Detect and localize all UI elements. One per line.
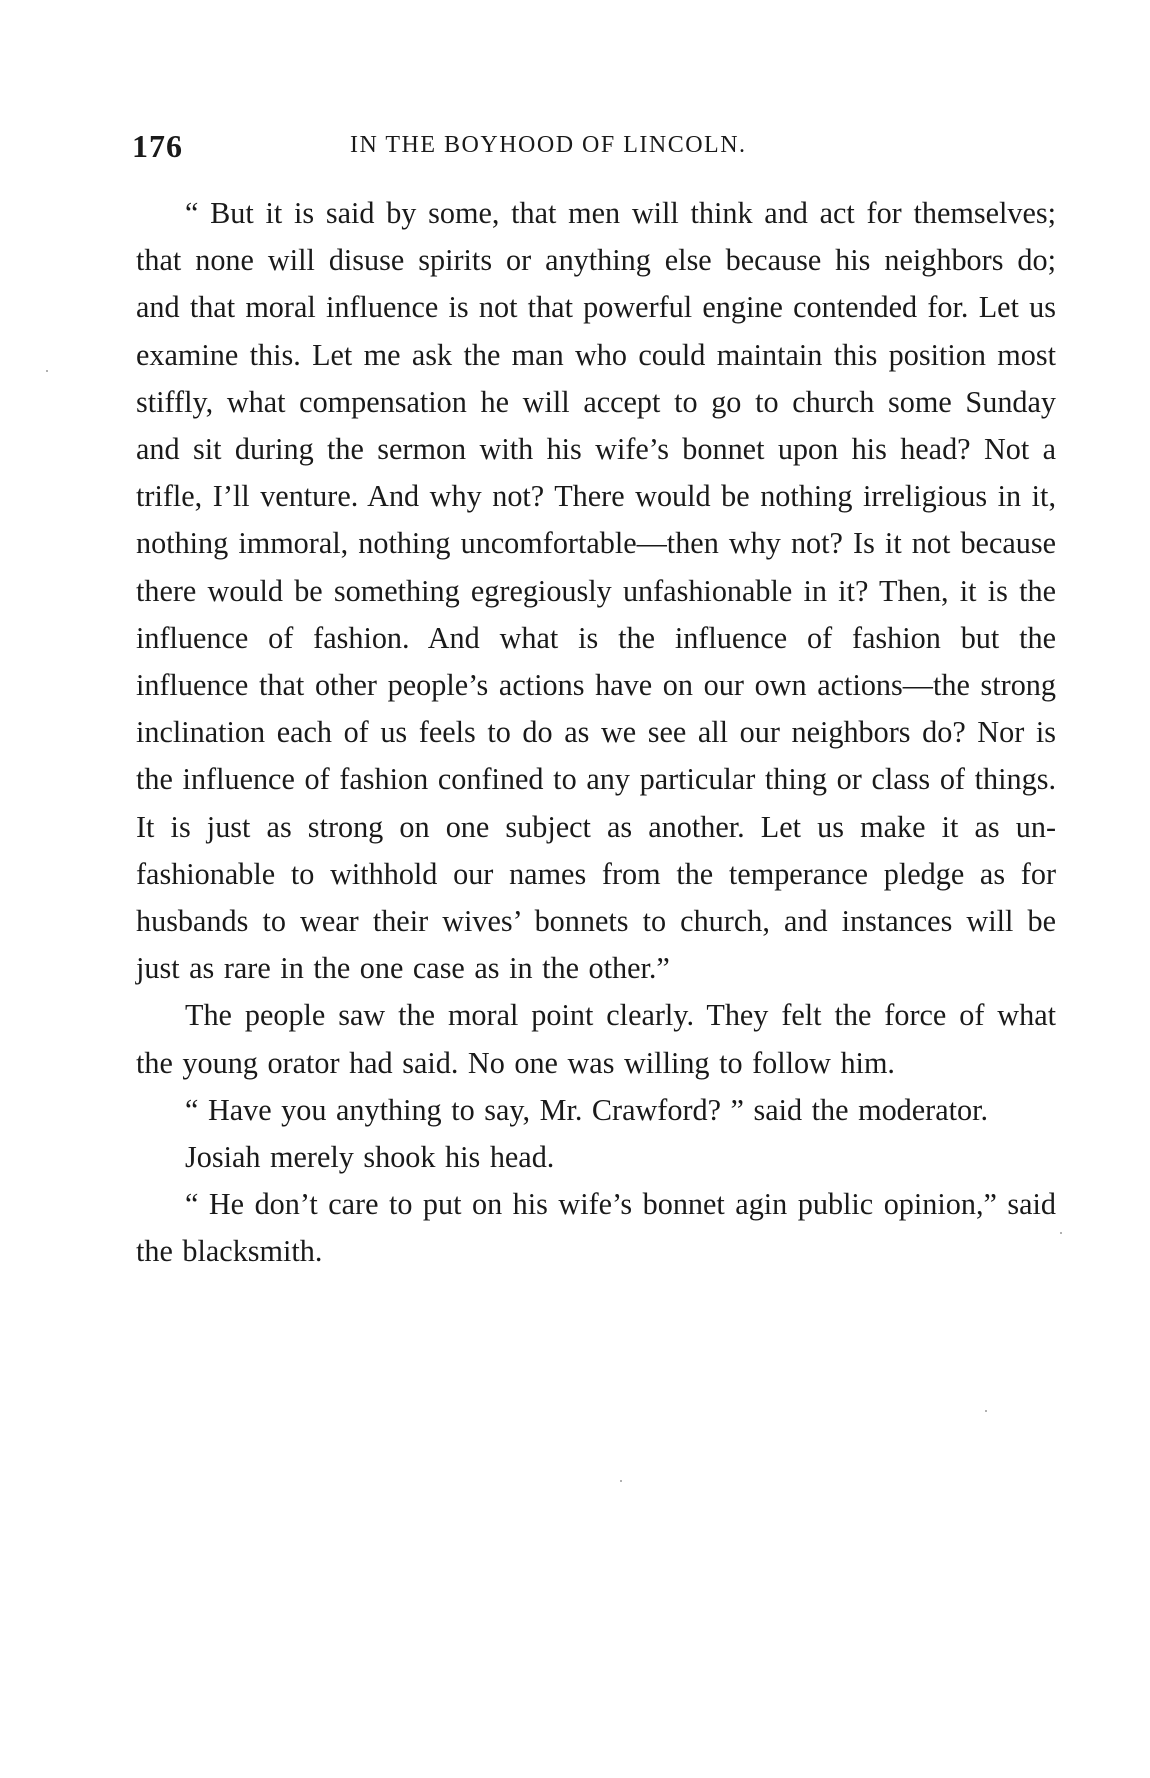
paragraph-moderator-question: “ Have you anything to say, Mr. Crawford? ” said the moderator. [185,1092,989,1127]
paragraph-josiah-response: Josiah merely shook his head. [185,1140,555,1175]
paragraph-speech-quote: “ But it is said by some, that men will think and act for themselves; that none will disuse spirits or anything else because his neighbors do; and that moral influence is not that powerful engine contended for. Let us examine this. Let me ask the man who could maintain this position most stiffly, what compensation he will accept to go to church some Sunday and sit during the sermon with his wife’s bonnet upon his head? Not a trifle, I’ll venture. And why not? There would be nothing irreligious in it, nothing immoral, nothing uncomfortable—then why not? Is it not because there would be something egregiously unfashionable in it? Then, it is the influence of fashion. And what is the influence of fashion but the influence that other people’s actions have on our own actions—the strong inclination each of us feels to do as we see all our neighbors do? Nor is the influence of fashion confined to any particular thing or class of things. It is just as strong on one subject as another. Let us make it as unfashionable to withhold our names from the temperance pledge as for husbands to wear their wives’ bonnets to church, and instances will be just as rare in the one case as in the other.” [136,196,1056,986]
page-number: 176 [132,128,183,164]
paragraph-blacksmith-remark: “ He don’t care to put on his wife’s bonnet agin public opinion,” said the blacksmith. [136,1187,1056,1269]
scan-speck [985,1410,987,1412]
running-head [132,128,1056,168]
scan-speck [620,1480,622,1482]
scan-speck [46,370,48,372]
paragraph-people-reaction: The people saw the moral point clearly. They felt the force of what the young orator had said. No one was willing to follow him. [136,998,1056,1080]
scan-speck [1060,1232,1062,1234]
body-text [136,190,1056,1276]
running-title: IN THE BOYHOOD OF LINCOLN. [350,132,747,158]
